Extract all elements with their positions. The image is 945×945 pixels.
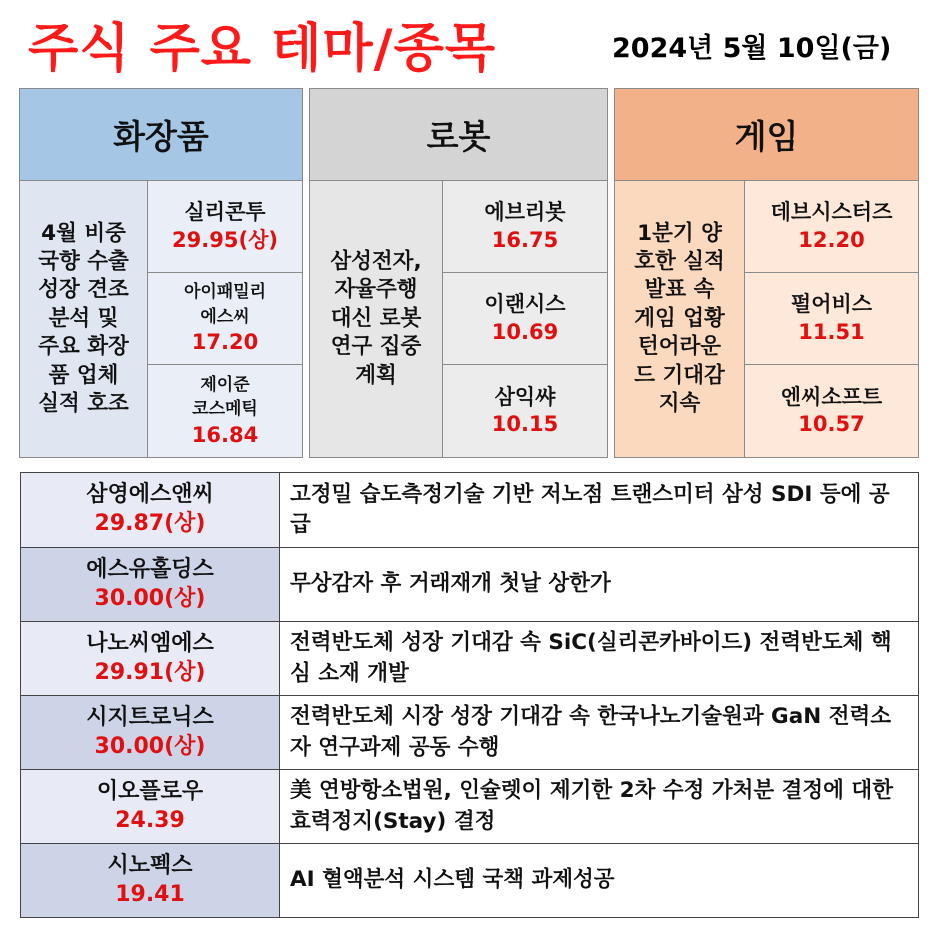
stock-change: 16.75 xyxy=(491,227,559,252)
stock-change: 10.15 xyxy=(491,412,559,436)
stock-change: 11.51 xyxy=(798,319,865,344)
stock-name: 시지트로닉스 xyxy=(86,704,214,730)
stock-name: 에스유홀딩스 xyxy=(86,556,214,582)
stock-cell xyxy=(21,844,280,917)
stock-name: 나노씨엠에스 xyxy=(86,630,214,656)
theme-description xyxy=(310,181,443,457)
stock-name: 실리콘투 xyxy=(184,200,266,225)
theme-stock xyxy=(443,365,607,457)
stock-change: 12.20 xyxy=(798,227,865,252)
theme-stock xyxy=(148,365,302,457)
table-row xyxy=(21,844,918,917)
theme-panel-cosmetics xyxy=(19,88,303,458)
stock-cell xyxy=(21,622,280,695)
theme-stock xyxy=(745,181,918,273)
theme-panel-robot xyxy=(309,88,608,458)
stock-news: 고정밀 습도측정기술 기반 저노점 트랜스미터 삼성 SDI 등에 공급 xyxy=(290,481,890,537)
stock-name: 펄어비스 xyxy=(790,292,873,317)
theme-stock xyxy=(443,273,607,365)
stock-name: 에브리봇 xyxy=(484,200,566,225)
stock-change: 29.95(상) xyxy=(172,227,278,252)
stock-cell xyxy=(21,696,280,769)
stock-cell xyxy=(21,770,280,843)
stock-news: 전력반도체 성장 기대감 속 SiC(실리콘카바이드) 전력반도체 핵심 소재 개발 xyxy=(290,630,892,686)
theme-description-text: 1분기 양 호한 실적 발표 속 게임 업황 턴어라운 드 기대감 지속 xyxy=(634,220,725,416)
theme-stock-list xyxy=(443,181,607,457)
stock-news: 美 연방항소법원, 인슐렛이 제기한 2차 수정 가처분 결정에 대한 효력정지(Stay) 결정 xyxy=(290,778,893,834)
theme-description xyxy=(20,181,148,457)
table-row xyxy=(21,696,918,770)
stock-change: 19.41 xyxy=(115,881,185,907)
table-row xyxy=(21,548,918,622)
theme-stock xyxy=(148,273,302,365)
theme-stock xyxy=(443,181,607,273)
theme-title: 로봇 xyxy=(310,89,607,181)
stock-name: 시노펙스 xyxy=(107,852,193,878)
stock-name: 삼익쌰 xyxy=(494,384,556,409)
report-date: 2024년 5월 10일(금) xyxy=(612,33,892,64)
stock-name: 이오플로우 xyxy=(96,778,204,804)
theme-stock xyxy=(148,181,302,273)
theme-description-text: 4월 비중 국향 수출 성장 견조 분석 및 주요 화장 품 업체 실적 호조 xyxy=(38,220,129,416)
stock-change: 24.39 xyxy=(115,807,185,833)
page-title: 주식 주요 테마/종목 xyxy=(28,19,497,79)
theme-stock-list xyxy=(745,181,918,457)
stock-change: 29.91(상) xyxy=(94,659,206,685)
stock-name: 아이패밀리 에스씨 xyxy=(183,282,267,327)
table-row xyxy=(21,622,918,696)
stock-name: 삼영에스앤씨 xyxy=(86,482,214,508)
table-row xyxy=(21,473,918,548)
theme-description-text: 삼성전자, 자율주행 대신 로봇 연구 집중 계획 xyxy=(330,249,422,388)
stock-name: 데브시스터즈 xyxy=(770,200,893,225)
stock-news: 무상감자 후 거래재개 첫날 상한가 xyxy=(290,571,611,597)
theme-description xyxy=(615,181,745,457)
theme-stock-list xyxy=(148,181,302,457)
stock-change: 16.84 xyxy=(191,422,259,447)
stock-change: 10.57 xyxy=(798,412,865,436)
stock-change: 30.00(상) xyxy=(94,585,206,611)
theme-title: 화장품 xyxy=(20,89,302,181)
stock-change: 30.00(상) xyxy=(94,733,206,759)
stock-change: 17.20 xyxy=(191,330,259,355)
stock-news-table xyxy=(20,472,919,918)
stock-name: 제이준 코스메틱 xyxy=(192,374,258,420)
stock-change: 10.69 xyxy=(491,319,559,344)
table-row xyxy=(21,770,918,844)
theme-title: 게임 xyxy=(615,89,918,181)
theme-stock xyxy=(745,365,918,457)
stock-cell xyxy=(21,473,280,547)
stock-change: 29.87(상) xyxy=(94,511,206,536)
stock-news: AI 혈액분석 시스템 국책 과제성공 xyxy=(290,867,615,893)
theme-panel-game xyxy=(614,88,919,458)
stock-cell xyxy=(21,548,280,621)
stock-news: 전력반도체 시장 성장 기대감 속 한국나노기술원과 GaN 전력소자 연구과제 공동 수행 xyxy=(290,704,892,760)
stock-name: 이랜시스 xyxy=(484,292,566,317)
stock-name: 엔씨소프트 xyxy=(780,384,883,409)
theme-stock xyxy=(745,273,918,365)
